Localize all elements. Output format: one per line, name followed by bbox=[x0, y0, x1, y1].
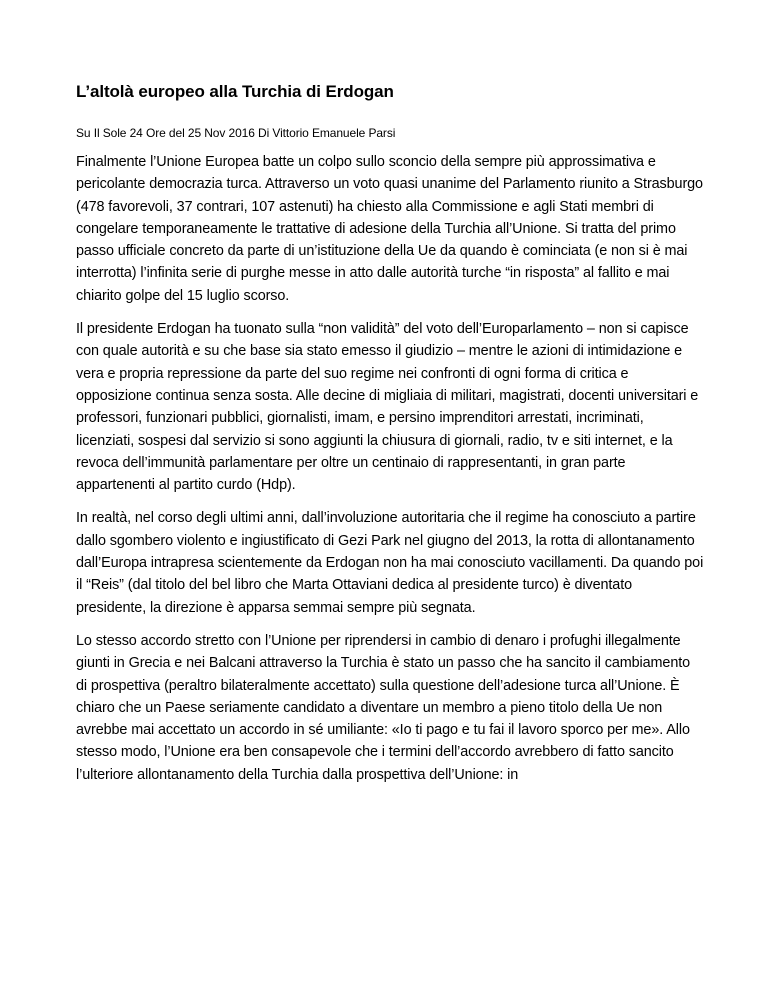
paragraph-2: Il presidente Erdogan ha tuonato sulla “non validità” del voto dell’Europarlamento – non si capisce con quale autorità e su che base sia stato emesso il giudizio – mentre le azioni di intimidazione e vera e propria repressione da parte del suo regime nei confronti di ogni forma di critica e opposizione continua senza sosta. Alle decine di migliaia di militari, magistrati, docenti universitari e professori, funzionari pubblici, giornalisti, imam, e persino imprenditori arrestati, incriminati, licenziati, sospesi dal servizio si sono aggiunti la chiusura di giornali, radio, tv e siti internet, e la revoca dell’immunità parlamentare per oltre un centinaio di rappresentanti, in gran parte appartenenti al partito curdo (Hdp). bbox=[76, 321, 699, 494]
article-body bbox=[76, 151, 704, 786]
paragraph-4: Lo stesso accordo stretto con l’Unione per riprendersi in cambio di denaro i profughi illegalmente giunti in Grecia e nei Balcani attraverso la Turchia è stato un passo che ha sancito il cambiamento di prospettiva (peraltro bilateralmente accettato) sulla questione dell’adesione turca all’Unione. È chiaro che un Paese seriamente candidato a diventare un membro a pieno titolo della Ue non avrebbe mai accettato un accordo in sé umiliante: «Io ti pago e tu fai il lavoro sporco per me». Allo stesso modo, l’Unione era ben consapevole che i termini dell’accordo avrebbero di fatto sancito l’ulteriore allontanamento della Turchia dalla prospettiva dell’Unione: in bbox=[76, 632, 691, 783]
document-page bbox=[76, 80, 704, 797]
article-byline: Su Il Sole 24 Ore del 25 Nov 2016 Di Vittorio Emanuele Parsi bbox=[76, 126, 396, 140]
paragraph-3: In realtà, nel corso degli ultimi anni, dall’involuzione autoritaria che il regime ha conosciuto a partire dallo sgombero violento e ingiustificato di Gezi Park nel giugno del 2013, la rotta di allontanamento dall’Europa intrapresa scientemente da Erdogan non ha mai conosciuto vacillamenti. Da quando poi il “Reis” (dal titolo del bel libro che Marta Ottaviani dedica al presidente turco) è diventato presidente, la direzione è apparsa semmai sempre più segnata. bbox=[76, 510, 704, 616]
paragraph-1: Finalmente l’Unione Europea batte un colpo sullo sconcio della sempre più approssimativa e pericolante democrazia turca. Attraverso un voto quasi unanime del Parlamento riunito a Strasburgo (478 favorevoli, 37 contrari, 107 astenuti) ha chiesto alla Commissione e agli Stati membri di congelare temporaneamente le trattative di adesione della Turchia all’Unione. Si tratta del primo passo ufficiale concreto da parte di un’istituzione della Ue da quando è cominciata (e non si è mai interrotta) l’infinita serie di purghe messe in atto dalle autorità turche “in risposta” al fallito e mai chiarito golpe del 15 luglio scorso. bbox=[76, 154, 703, 304]
article-title: L’altolà europeo alla Turchia di Erdogan bbox=[76, 82, 394, 101]
